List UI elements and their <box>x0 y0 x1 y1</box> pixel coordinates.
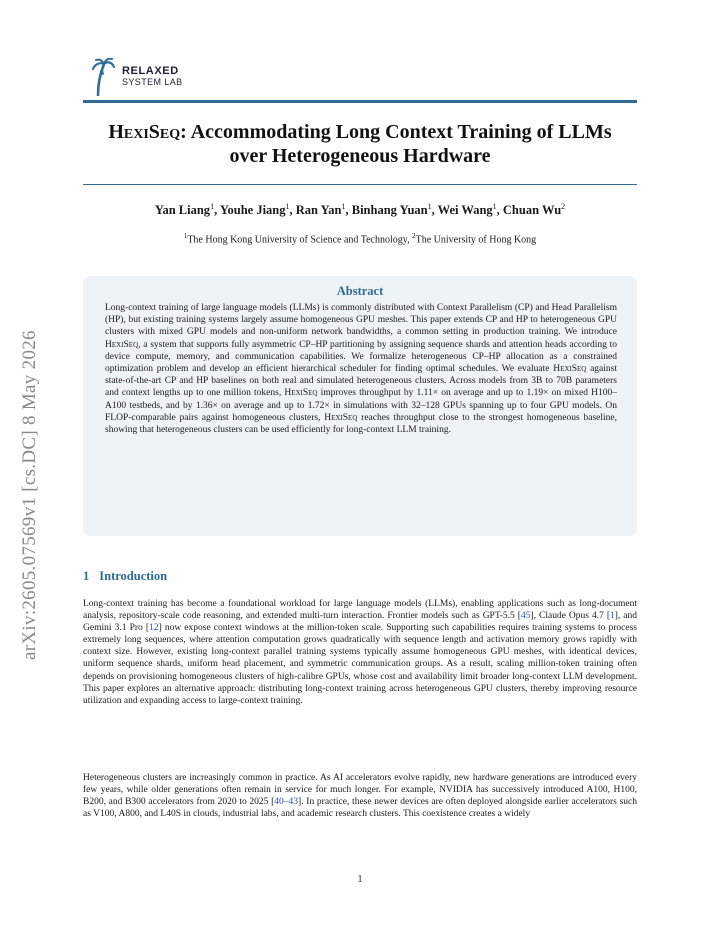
intro-paragraph-2 <box>83 772 637 820</box>
paper-title <box>83 120 637 168</box>
paragraph-text: Long-context training has become a foundational workload for large language models (LLMs), enabling applications such as long-document analysis, repository-scale code reasoning, and extended multi-turn interaction. Frontier models such as GPT-5.5 [ <box>83 599 637 622</box>
abstract-box <box>83 276 637 536</box>
author-affiliation-mark: 1 <box>427 202 432 211</box>
section-heading <box>83 569 167 584</box>
author: Wei Wang <box>437 203 493 218</box>
title-line2: over Heterogeneous Hardware <box>229 145 491 167</box>
abstract-sentence: against state-of-the-art CP and HP baselines on both real and simulated heterogeneous clusters. Across models from 3B to 70B parameters and context lengths up to one million tokens, <box>105 364 617 399</box>
abstract-sentence: Long-context training of large language models (LLMs) is commonly distributed with Context Parallelism (CP) and Head Parallelism (HP), but existing training systems largely assume homogeneous GPU meshes. This paper extends CP and HP to heterogeneous GPU clusters with mixed GPU models and non-uniform network bandwidths, a common setting in production training. We introduce <box>105 303 617 338</box>
citation-link[interactable]: 45 <box>520 611 531 622</box>
author: Ran Yan <box>295 203 342 218</box>
palm-tree-icon <box>90 58 116 96</box>
citation-link[interactable]: 1 <box>609 611 615 622</box>
author-affiliation-mark: 1 <box>341 202 346 211</box>
logo-title: RELAXED <box>122 65 179 77</box>
system-name: HexiSeq <box>108 121 181 143</box>
author: Chuan Wu <box>502 203 562 218</box>
section-title: Introduction <box>99 569 168 583</box>
abstract-text <box>105 302 617 436</box>
author-separator: , <box>496 203 503 218</box>
author-affiliation-mark: 2 <box>561 202 566 211</box>
author-separator: , <box>431 203 438 218</box>
paragraph-text: ], Claude Opus 4.7 [ <box>530 611 610 622</box>
author-separator: , <box>345 203 352 218</box>
paragraph-text: ], and Gemini 3.1 Pro [ <box>83 611 637 634</box>
abstract-sentence: , a system that supports fully asymmetric CP–HP partitioning by assigning sequence shards and attention heads according to device compute, memory, and communication capabilities. We formalize heterogeneous CP–HP allocation as a constrained optimization problem and develop an efficient hierarchical scheduler for finding optimal schedules. We evaluate <box>105 339 617 375</box>
author-separator: , <box>214 203 220 218</box>
citation-link[interactable]: 40–43 <box>274 797 299 808</box>
abstract-sentence: improves throughput by 1.11× on average and up to 1.19× on mixed H100–A100 testbeds, and by 1.36× on average and up to 1.72× in simulations with 32–128 GPUs spanning up to four GPU models. On FLOP-comparable pairs against homogeneous clusters, <box>105 388 617 423</box>
abstract-heading: Abstract <box>336 284 384 298</box>
paragraph-text: ] now expose context windows at the million-token scale. Supporting such capabilities requires training systems to process extremely long sequences, where attention computation grows quadratically with sequence length and activation memory grows rapidly with context size. However, existing long-context parallel training systems typically assume homogeneous GPU meshes, with identical devices, uniform sequence shards, uniform head placement, and symmetric communication groups. As a result, scaling million-token training often depends on provisioning homogeneous clusters of high-calibre GPUs, whose cost and availability limit broader long-context LLM development. This paper explores an alternative approach: distributing long-context training across heterogeneous GPU clusters, thereby improving resource utilization and expanding access to large-context training. <box>83 623 637 706</box>
author-affiliation-mark: 1 <box>285 202 290 211</box>
affiliations <box>60 232 660 245</box>
system-name: HexiSeq <box>105 339 139 350</box>
author-separator: , <box>289 203 296 218</box>
author-affiliation-mark: 1 <box>210 202 215 211</box>
affiliation-1: The Hong Kong University of Science and Technology, <box>187 234 413 246</box>
title-line1: : Accommodating Long Context Training of LLMs <box>180 121 612 143</box>
abstract-sentence: reaches throughput close to the strongest homogeneous baseline, showing that heterogeneous clusters can be used efficiently for long-context LLM training. <box>105 412 617 436</box>
arxiv-identifier: arXiv:2605.07569v1 [cs.DC] 8 May 2026 <box>19 330 40 660</box>
author-list <box>60 202 660 218</box>
author-affiliation-mark: 1 <box>492 202 497 211</box>
intro-paragraph-1 <box>83 598 637 707</box>
paragraph-text: Heterogeneous clusters are increasingly common in practice. As AI accelerators evolve rapidly, new hardware generations are introduced every few years, while older generations often remain in service for much longer. For example, NVIDIA has successively introduced A100, H100, B200, and B300 accelerators from 2020 to 2025 [ <box>83 773 637 808</box>
author: Binhang Yuan <box>351 203 428 218</box>
system-name: HexiSeq <box>284 388 318 399</box>
lab-logo <box>90 58 183 96</box>
section-number: 1 <box>83 569 90 583</box>
affiliation-2: The University of Hong Kong <box>415 234 537 246</box>
system-name: HexiSeq <box>553 364 587 375</box>
author: Youhe Jiang <box>219 203 286 218</box>
citation-link[interactable]: 12 <box>149 623 159 634</box>
header-rule <box>83 100 637 103</box>
title-rule <box>83 184 637 185</box>
paragraph-text: ]. In practice, these newer devices are often deployed alongside earlier accelerators such as V100, A800, and L40S in clouds, industrial labs, and academic research clusters. This coexistence creates a widely <box>83 797 637 820</box>
logo-subtitle: SYSTEM LAB <box>122 77 183 87</box>
system-name: HexiSeq <box>324 412 358 423</box>
affiliation-mark: 2 <box>412 232 416 240</box>
author: Yan Liang <box>154 203 211 218</box>
affiliation-mark: 1 <box>183 232 188 240</box>
page-number: 1 <box>357 874 363 885</box>
